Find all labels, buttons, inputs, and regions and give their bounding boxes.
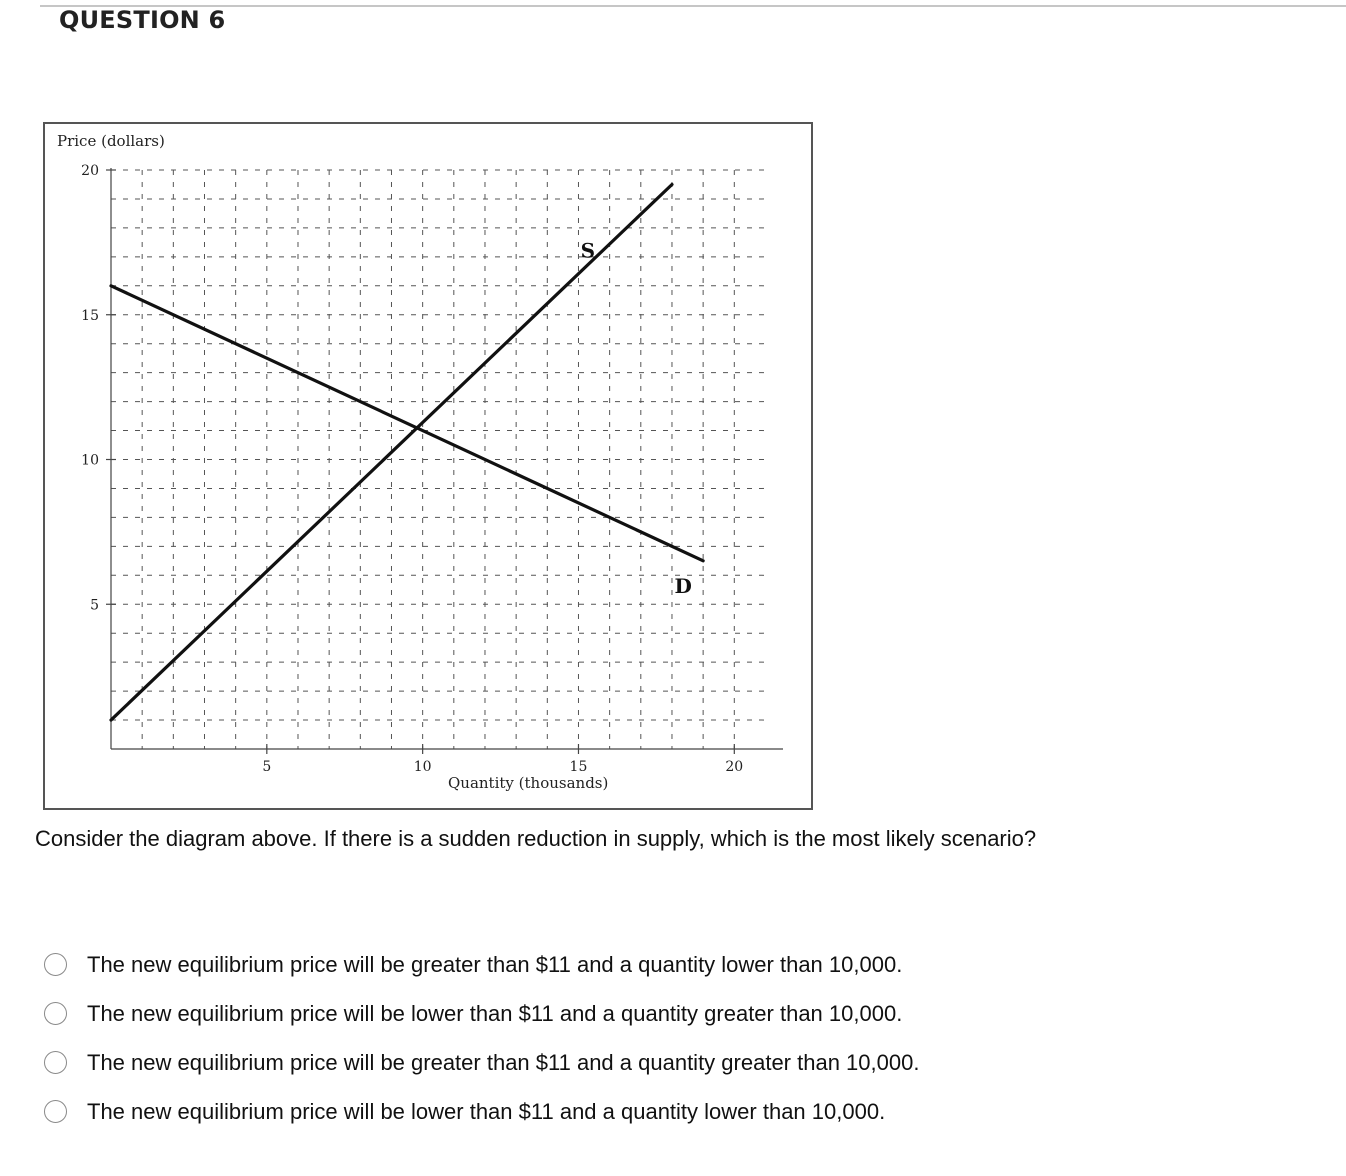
supply-demand-figure (43, 122, 813, 810)
answer-option-label: The new equilibrium price will be lower than $11 and a quantity greater than 10,000. (87, 1000, 903, 1026)
series-label-d: D (674, 573, 692, 598)
top-divider (40, 5, 1346, 7)
answer-option-2[interactable] (44, 989, 919, 1038)
answer-option-label: The new equilibrium price will be greater than $11 and a quantity greater than 10,000. (87, 1049, 920, 1075)
y-tick-label: 20 (81, 163, 99, 179)
answer-option-3[interactable] (44, 1038, 919, 1087)
series-line-d (111, 286, 703, 561)
radio-button[interactable] (44, 1100, 67, 1123)
answer-option-label: The new equilibrium price will be greater than $11 and a quantity lower than 10,000. (87, 951, 903, 977)
answer-options (44, 940, 919, 1136)
y-tick-label: 10 (81, 452, 99, 469)
answer-option-label: The new equilibrium price will be lower than $11 and a quantity lower than 10,000. (87, 1098, 886, 1124)
answer-option-1[interactable] (44, 940, 919, 989)
y-tick-label: 5 (90, 597, 99, 614)
series-layer (111, 184, 703, 720)
x-tick-label: 20 (725, 759, 744, 775)
series-label-s: S (580, 238, 596, 263)
series-label-layer (581, 238, 692, 597)
supply-demand-chart (45, 124, 811, 808)
answer-option-4[interactable] (44, 1087, 919, 1136)
x-tick-label: 15 (569, 759, 588, 775)
x-axis-label: Quantity (thousands) (448, 774, 609, 792)
grid-layer (111, 170, 765, 749)
question-prompt: Consider the diagram above. If there is a sudden reduction in supply, which is the most likely scenario? (35, 826, 1037, 851)
x-tick-label: 10 (413, 759, 432, 775)
axis-layer (81, 163, 783, 775)
y-axis-label: Price (dollars) (57, 132, 165, 150)
radio-button[interactable] (44, 1051, 67, 1074)
x-tick-label: 5 (262, 759, 272, 775)
radio-button[interactable] (44, 1002, 67, 1025)
y-tick-label: 15 (81, 307, 99, 324)
radio-button[interactable] (44, 953, 67, 976)
question-title: QUESTION 6 (59, 6, 226, 34)
